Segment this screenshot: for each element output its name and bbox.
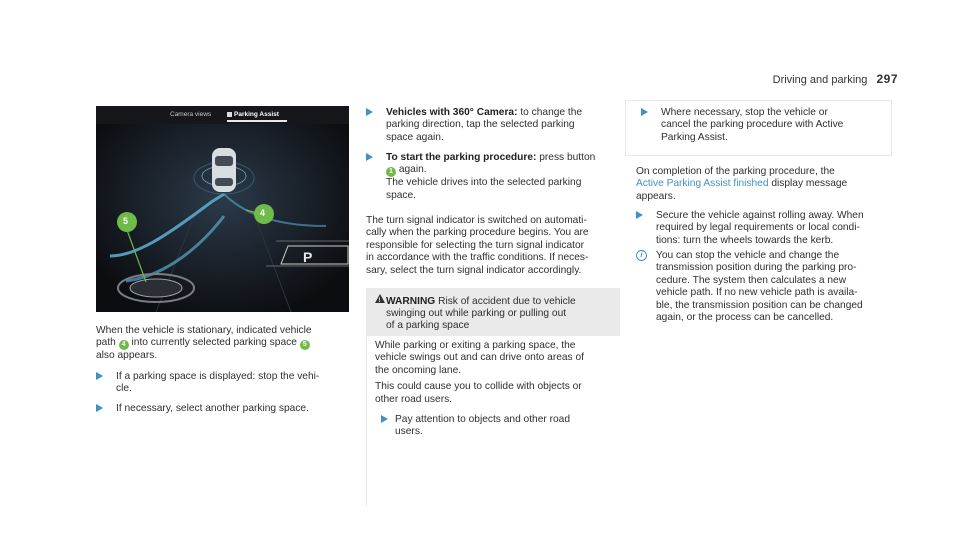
warning-header: ! WARNING Risk of accident due to vehicle swinging out while parking or pulling out of a parking space [366,288,620,336]
section-title: Driving and parking [772,74,868,86]
parking-assist-icon [227,112,232,117]
bullet-secure-vehicle: Secure the vehicle against rolling away. When required by legal requirements or local condi- tions: turn the wheels towards the kerb. [636,210,896,247]
parking-scene-graphic [96,106,349,312]
num-badge-5: 5 [300,340,310,350]
turn-signal-paragraph: The turn signal indicator is switched on automati- cally when the parking procedure begins. You are responsible for selecting the turn signal indicator in accordance with the traffic conditions. If neces- sary, select the turn signal indicator accordingly. [366,215,589,276]
arrow-icon [366,153,373,161]
arrow-icon [96,404,103,412]
info-note: i You can stop the vehicle and change the transmission position during the parking pro- cedure. The system then calculates a new vehicle path. If no new vehicle path is availa- ble, the transmission position can be changed again, or the process can be cancelled. [636,250,896,324]
continued-box [625,100,892,156]
arrow-icon [636,211,643,219]
bullet-stop-vehicle: If a parking space is displayed: stop the vehi- cle. [96,371,352,395]
screen-tabs [96,106,349,124]
warning-body: While parking or exiting a parking space, the vehicle swings out and can drive onto areas of the oncoming lane. This could cause you to collide with objects or other road users. Pay attention to objects and other road users. [366,336,620,506]
page-header [773,72,898,86]
warning-triangle-icon [375,294,385,303]
image-caption: When the vehicle is stationary, indicated vehicle path 4 into currently selected parking space 5 also appears. [96,325,312,362]
parking-assist-screen [96,106,349,312]
warning-box [366,288,620,454]
display-message-link: Active Parking Assist finished [636,178,769,190]
warning-bullet: Pay attention to objects and other road users. [375,414,612,439]
tab-parking-assist[interactable]: Parking Assist [227,111,279,118]
callout-4-label: 4 [260,208,266,218]
arrow-icon [641,108,648,116]
completion-paragraph: On completion of the parking procedure, the Active Parking Assist finished display message appears. [636,166,848,202]
bullet-start-parking: To start the parking procedure: press button 1 again. The vehicle drives into the selected parking space. [366,152,620,202]
callout-5-label: 5 [123,216,129,226]
arrow-icon [366,108,373,116]
arrow-icon [381,415,388,423]
tab-camera-views[interactable]: Camera views [170,111,212,118]
bullet-select-space: If necessary, select another parking space. [96,403,352,415]
page-number: 297 [876,72,898,86]
gear-indicator: P [303,249,313,265]
info-icon: i [636,250,647,261]
bullet-360-camera: Vehicles with 360° Camera: to change the parking direction, tap the selected parking space again. [366,107,620,144]
active-tab-indicator [227,120,287,122]
num-badge-4: 4 [119,340,129,350]
arrow-icon [96,372,103,380]
num-badge-1: 1 [386,167,396,177]
bullet-cancel-procedure: Where necessary, stop the vehicle or cancel the parking procedure with Active Parking Assist. [641,107,881,144]
